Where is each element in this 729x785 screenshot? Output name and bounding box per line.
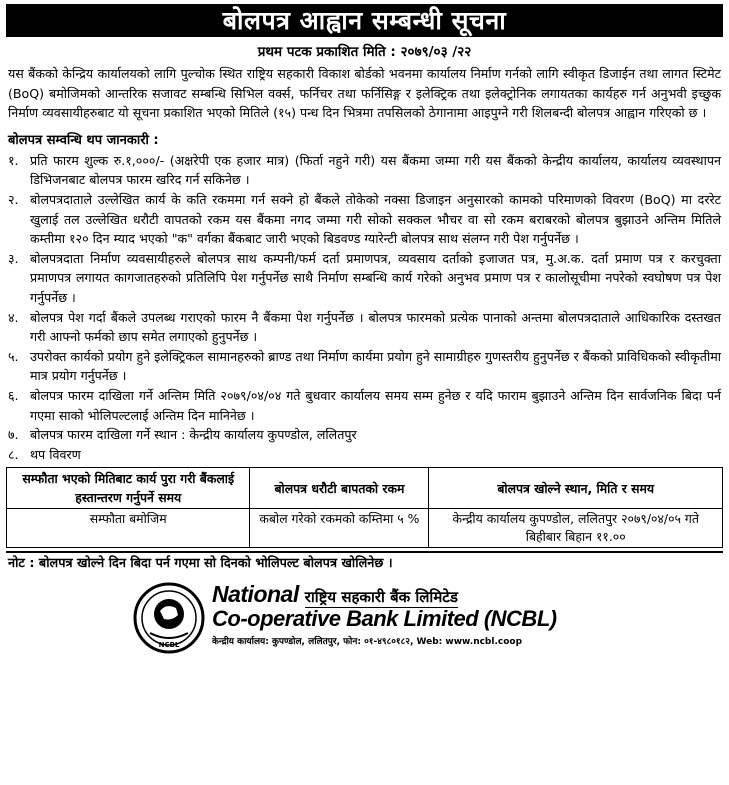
details-list bbox=[6, 151, 723, 465]
details-heading: बोलपत्र सम्वन्धि थप जानकारी : bbox=[8, 132, 159, 148]
item-text: बोलपत्रदाताले उल्लेखित कार्य के कति रकममा गर्न सक्ने हो बैंकले तोकेको नक्सा डिजाइन अनुसारको कामको परिमाणको विवरण (BoQ) मा दररेट खुलाई तल उल्लेखित धरौटी वापतको रकम यस बैंकमा नगद जम्मा गरी सोको सक्कल भौचर वा सो रकम बराबरको बोलपत्र बुझाउने अन्तिम मितिले कम्तीमा १२० दिन म्याद भएको "क" वर्गका बैंकबाट जारी भएको बिडवण्ड ग्यारेन्टी बोलपत्र साथ संलग्न गरी पेश गर्नुपर्नेछ । bbox=[30, 191, 721, 247]
bank-name-nepali: राष्ट्रिय सहकारी बैंक लिमिटेड bbox=[304, 588, 458, 607]
list-item bbox=[6, 308, 723, 347]
list-item bbox=[6, 151, 723, 190]
details-table bbox=[6, 467, 723, 548]
item-number: १. bbox=[8, 152, 19, 168]
item-number: ८. bbox=[8, 446, 19, 462]
item-number: ७. bbox=[8, 427, 19, 443]
list-item bbox=[6, 249, 723, 308]
published-date: प्रथम पटक प्रकाशित मिति : २०७९/०३ /२२ bbox=[257, 44, 472, 60]
bank-contact: केन्द्रीय कार्यालय: कुपण्डोल, ललितपुर, फोन: ०१-४९८०१८२, Web: www.ncbl.coop bbox=[212, 637, 523, 648]
bank-name-block bbox=[212, 581, 557, 647]
list-item bbox=[6, 347, 723, 386]
item-text: बोलपत्र फारम दाखिला गर्ने स्थान : केन्द्रीय कार्यालय कुपण्डोल, ललितपुर bbox=[30, 427, 357, 443]
ncbl-logo-icon bbox=[132, 581, 206, 655]
table-cell: केन्द्रीय कार्यालय कुपण्डोल, ललितपुर २०७९/०४/०५ गते बिहीबार बिहान ११.०० bbox=[429, 509, 723, 548]
item-number: ३. bbox=[8, 250, 19, 266]
intro-paragraph: यस बैंकको केन्द्रिय कार्यालयको लागि पुल्चोक स्थित राष्ट्रिय सहकारी विकाश बोर्डको भवनमा कार्यालय निर्माण गर्नको लागि स्वीकृत डिजाईन तथा लागत स्टिमेट (BoQ) बमोजिमको आन्तरिक सजावट सम्बन्धि सिभिल वर्क्स, फर्निचर तथा फर्निसिङ्ग र इलेक्ट्रिक तथा इलेक्ट्रोनिक लगायतका कार्यहरु गर्न अनुभवी इच्छुक निर्माण व्यवसायीहरुबाट यो सूचना प्रकाशित भएको मितिले (१५) पन्ध दिन भित्रमा तपसिलको ठेगानामा आइपुग्ने गरी शिलबन्दी बोलपत्र आह्वान गरिएको छ । bbox=[8, 66, 721, 121]
note-text: नोट : बोलपत्र खोल्ने दिन बिदा पर्न गएमा सो दिनको भोलिपल्ट बोलपत्र खोलिनेछ । bbox=[6, 551, 723, 575]
table-cell: सम्फौता बमोजिम bbox=[7, 509, 250, 548]
list-item bbox=[6, 445, 723, 465]
item-number: ५. bbox=[8, 348, 19, 364]
bank-name-english-line2: Co-operative Bank Limited (NCBL) bbox=[212, 606, 557, 632]
item-number: ४. bbox=[8, 309, 19, 325]
item-text: बोलपत्रदाता निर्माण व्यवसायीहरुले बोलपत्र साथ कम्पनी/फर्म दर्ता प्रमाणपत्र, व्यवसाय दर्ताको इजाजत पत्र, मु.अ.क. दर्ता प्रमाण पत्र र करचुक्ता प्रमाणपत्र लगायत कागजातहरुको प्रतिलिपि पेश गर्नुपर्नेछ साथै निर्माण सम्बन्धि कार्य गरेको अनुभव प्रमाण पत्र र कालोसूचीमा नपरेको स्वघोषण पत्र पेश गर्नुपर्नेछ । bbox=[30, 250, 721, 305]
table-header: सम्फौता भएको मितिबाट कार्य पुरा गरी बैंकलाई हस्तान्तरण गर्नुपर्ने समय bbox=[7, 468, 250, 509]
item-text: थप विवरण bbox=[30, 446, 81, 462]
item-text: बोलपत्र फारम दाखिला गर्ने अन्तिम मिति २०७९/०४/०४ गते बुधवार कार्यालय समय सम्म हुनेछ र यदि फाराम बुझाउने अन्तिम दिन सार्वजनिक बिदा पर्न गएमा साको भोलिपल्टलाई अन्तिम दिन मानिनेछ । bbox=[30, 387, 721, 423]
item-text: उपरोक्त कार्यको प्रयोग हुने इलेक्ट्रिकल सामानहरुको ब्राण्ड तथा निर्माण कार्यमा प्रयोग हुने सामाग्रीहरु गुणस्तरीय हुनुपर्नेछ र बैंकको प्राविधिकको स्वीकृतीमा मात्र प्रयोग गर्नुपर्नेछ । bbox=[30, 348, 721, 384]
notice-title: बोलपत्र आह्वान सम्बन्धी सूचना bbox=[6, 4, 723, 37]
table-header-row bbox=[7, 468, 723, 509]
item-text: बोलपत्र पेश गर्दा बैंकले उपलब्ध गराएको फारम नै बैंकमा पेश गर्नुपर्नेछ । बोलपत्र फारमको प्रत्येक पानाको अन्तमा बोलपत्रदाताले आधिकारिक दस्तखत गरी आफ्नो फर्मको छाप समेत लगाएको हुनुपर्नेछ । bbox=[30, 309, 721, 345]
tender-notice bbox=[6, 4, 723, 777]
table-header: बोलपत्र खोल्ने स्थान, मिति र समय bbox=[429, 468, 723, 509]
bank-name-english-line1: National bbox=[212, 581, 299, 608]
item-text: प्रति फारम शुल्क रु.१,०००/- (अक्षरेपी एक हजार मात्र) (फिर्ता नहुने गरी) यस बैंकमा जम्मा गरी यस बैंकको केन्द्रीय कार्यालय, कार्यालय व्यवस्थापन डिभिजनबाट बोलपत्र फारम खरिद गर्न सकिनेछ । bbox=[30, 152, 721, 188]
logo-text: NCBL bbox=[158, 641, 180, 650]
table-cell: कबोल गरेको रकमको कम्तिमा ५ % bbox=[250, 509, 429, 548]
item-number: ६. bbox=[8, 387, 19, 403]
list-item bbox=[6, 386, 723, 425]
table-header: बोलपत्र धरौटी बापतको रकम bbox=[250, 468, 429, 509]
item-number: २. bbox=[8, 191, 19, 207]
list-item bbox=[6, 425, 723, 445]
list-item bbox=[6, 190, 723, 249]
bank-footer bbox=[6, 581, 723, 655]
table-row bbox=[7, 509, 723, 548]
